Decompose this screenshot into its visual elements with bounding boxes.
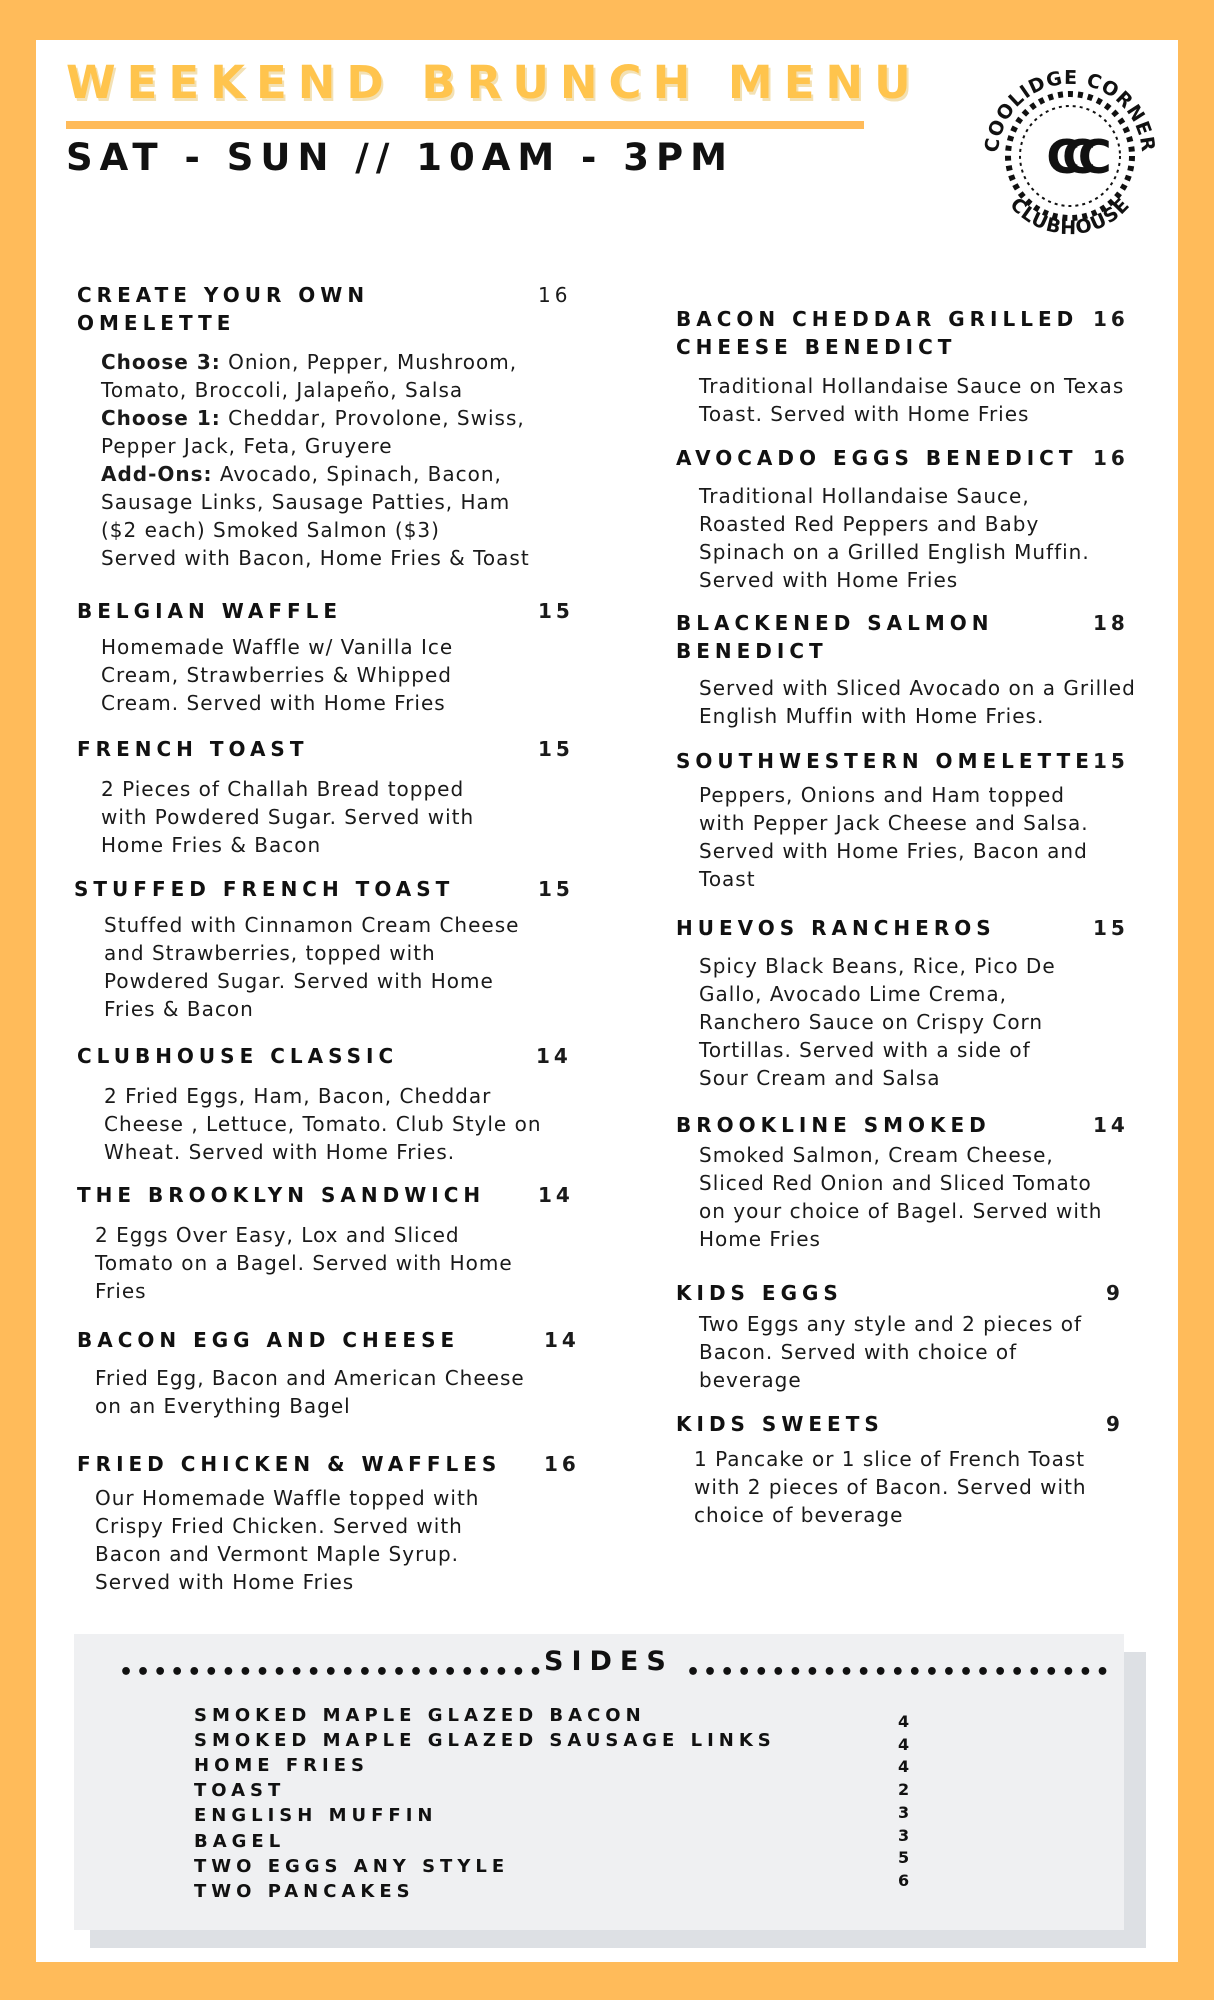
item-description: Our Homemade Waffle topped with Crispy Fried Chicken. Served with Bacon and Vermont Maple Syrup. Served with Home Fries — [95, 1486, 480, 1594]
item-name: BACON EGG AND CHEESE — [77, 1328, 460, 1352]
item-description: Two Eggs any style and 2 pieces of Bacon. Served with choice of beverage — [699, 1312, 1083, 1392]
item-price: 15 — [538, 737, 574, 761]
menu-hours: SAT - SUN // 10AM - 3PM — [66, 136, 734, 179]
addons-text3: ($2 each) Smoked Salmon ($3) — [101, 518, 440, 542]
side-item-name: TOAST — [194, 1780, 286, 1801]
side-item-name: BAGEL — [194, 1831, 286, 1852]
item-name: KIDS EGGS — [676, 1281, 843, 1305]
sides-panel — [74, 1634, 1124, 1930]
item-name: BLACKENED SALMON BENEDICT — [676, 611, 994, 663]
clubhouse-logo — [970, 56, 1170, 256]
item-name: FRENCH TOAST — [77, 737, 309, 761]
item-price: 15 — [538, 877, 574, 901]
item-price: 14 — [538, 1183, 574, 1207]
item-description: Stuffed with Cinnamon Cream Cheese and Strawberries, topped with Powdered Sugar. Served with Home Fries & Bacon — [104, 913, 520, 1021]
side-item-price: 6 — [898, 1871, 910, 1890]
item-description: Peppers, Onions and Ham topped with Pepper Jack Cheese and Salsa. Served with Home Fries, Bacon and Toast — [699, 783, 1089, 891]
item-price: 9 — [1106, 1281, 1124, 1305]
side-item-name: TWO EGGS ANY STYLE — [194, 1856, 510, 1877]
item-price: 14 — [536, 1044, 572, 1068]
item-name: THE BROOKLYN SANDWICH — [77, 1183, 486, 1207]
sides-dots-left: ••••••••••••••••••••••••• — [119, 1660, 546, 1685]
title-underline — [66, 121, 864, 129]
item-price: 15 — [538, 599, 574, 623]
side-item-name: TWO PANCAKES — [194, 1881, 415, 1902]
item-name: BROOKLINE SMOKED — [676, 1113, 991, 1137]
item-name: KIDS SWEETS — [676, 1412, 884, 1436]
item-description: Served with Sliced Avocado on a Grilled English Muffin with Home Fries. — [699, 676, 1136, 728]
item-description: 2 Fried Eggs, Ham, Bacon, Cheddar Cheese , Lettuce, Tomato. Club Style on Wheat. Served with Home Fries. — [104, 1084, 542, 1164]
choose3-label: Choose 3: — [101, 350, 221, 374]
side-item-price: 3 — [898, 1826, 910, 1845]
item-price: 18 — [1093, 611, 1129, 635]
logo-monogram: CCC — [1046, 130, 1094, 184]
addons-text2: Sausage Links, Sausage Patties, Ham — [101, 490, 511, 514]
side-item-name: SMOKED MAPLE GLAZED BACON — [194, 1705, 646, 1726]
item-name: CLUBHOUSE CLASSIC — [77, 1044, 399, 1068]
menu-title: WEEKEND BRUNCH MENU — [66, 56, 922, 109]
sides-title: SIDES — [544, 1646, 674, 1677]
item-description: Homemade Waffle w/ Vanilla Ice Cream, Strawberries & Whipped Cream. Served with Home Fries — [101, 635, 454, 715]
addons-label: Add-Ons: — [101, 462, 213, 486]
item-description: 1 Pancake or 1 slice of French Toast with 2 pieces of Bacon. Served with choice of beverage — [694, 1447, 1087, 1527]
item-description: 2 Eggs Over Easy, Lox and Sliced Tomato on a Bagel. Served with Home Fries — [95, 1223, 513, 1303]
item-price: 16 — [544, 1452, 580, 1476]
side-item-price: 2 — [898, 1780, 910, 1799]
item-name: SOUTHWESTERN OMELETTE — [676, 749, 1094, 773]
item-description: Spicy Black Beans, Rice, Pico De Gallo, Avocado Lime Crema, Ranchero Sauce on Crispy Corn Tortillas. Served with a side of Sour Cream and Salsa — [699, 954, 1056, 1090]
choose3-text2: Tomato, Broccoli, Jalapeño, Salsa — [101, 378, 464, 402]
item-description: Smoked Salmon, Cream Cheese, Sliced Red Onion and Sliced Tomato on your choice of Bagel. Served with Home Fries — [699, 1143, 1103, 1251]
side-item-name: HOME FRIES — [194, 1755, 369, 1776]
side-item-price: 3 — [898, 1803, 910, 1822]
side-item-price: 4 — [898, 1735, 910, 1754]
logo-bottom-text: CLUBHOUSE — [1005, 193, 1135, 240]
addons-text: Avocado, Spinach, Bacon, — [212, 462, 502, 486]
side-item-name: SMOKED MAPLE GLAZED SAUSAGE LINKS — [194, 1730, 776, 1751]
logo-top-text: COOLIDGE CORNER — [980, 66, 1160, 154]
item-price: 9 — [1106, 1412, 1124, 1436]
item-name: STUFFED FRENCH TOAST — [74, 877, 455, 901]
side-item-name: ENGLISH MUFFIN — [194, 1805, 438, 1826]
item-price: 16 — [1093, 446, 1129, 470]
choose3-text: Onion, Pepper, Mushroom, — [220, 350, 518, 374]
item-name: BELGIAN WAFFLE — [77, 599, 343, 623]
item-name: BACON CHEDDAR GRILLED CHEESE BENEDICT — [676, 307, 1079, 359]
item-name: HUEVOS RANCHEROS — [676, 916, 996, 940]
item-description: Fried Egg, Bacon and American Cheese on an Everything Bagel — [95, 1366, 525, 1418]
item-price: 16 — [538, 283, 572, 307]
choose1-text: Cheddar, Provolone, Swiss, — [220, 406, 525, 430]
item-price: 14 — [544, 1328, 580, 1352]
side-item-price: 4 — [898, 1712, 910, 1731]
item-description: Traditional Hollandaise Sauce, Roasted Red Peppers and Baby Spinach on a Grilled English Muffin. Served with Home Fries — [699, 484, 1090, 592]
item-description: 2 Pieces of Challah Bread topped with Powdered Sugar. Served with Home Fries & Bacon — [101, 777, 475, 857]
side-item-price: 5 — [898, 1848, 910, 1867]
item-name: FRIED CHICKEN & WAFFLES — [77, 1452, 502, 1476]
choose1-text2: Pepper Jack, Feta, Gruyere — [101, 434, 393, 458]
item-name: AVOCADO EGGS BENEDICT — [676, 446, 1078, 470]
item-price: 14 — [1093, 1113, 1129, 1137]
sides-dots-right: ••••••••••••••••••••••••• — [686, 1660, 1113, 1685]
item-name: CREATE YOUR OWN OMELETTE — [77, 283, 370, 335]
side-item-price: 4 — [898, 1757, 910, 1776]
item-price: 15 — [1093, 749, 1129, 773]
item-description: Traditional Hollandaise Sauce on Texas Toast. Served with Home Fries — [699, 374, 1125, 426]
item-price: 16 — [1093, 307, 1129, 331]
omelette-served: Served with Bacon, Home Fries & Toast — [101, 546, 530, 570]
omelette-options — [101, 348, 530, 572]
choose1-label: Choose 1: — [101, 406, 221, 430]
item-price: 15 — [1093, 916, 1129, 940]
